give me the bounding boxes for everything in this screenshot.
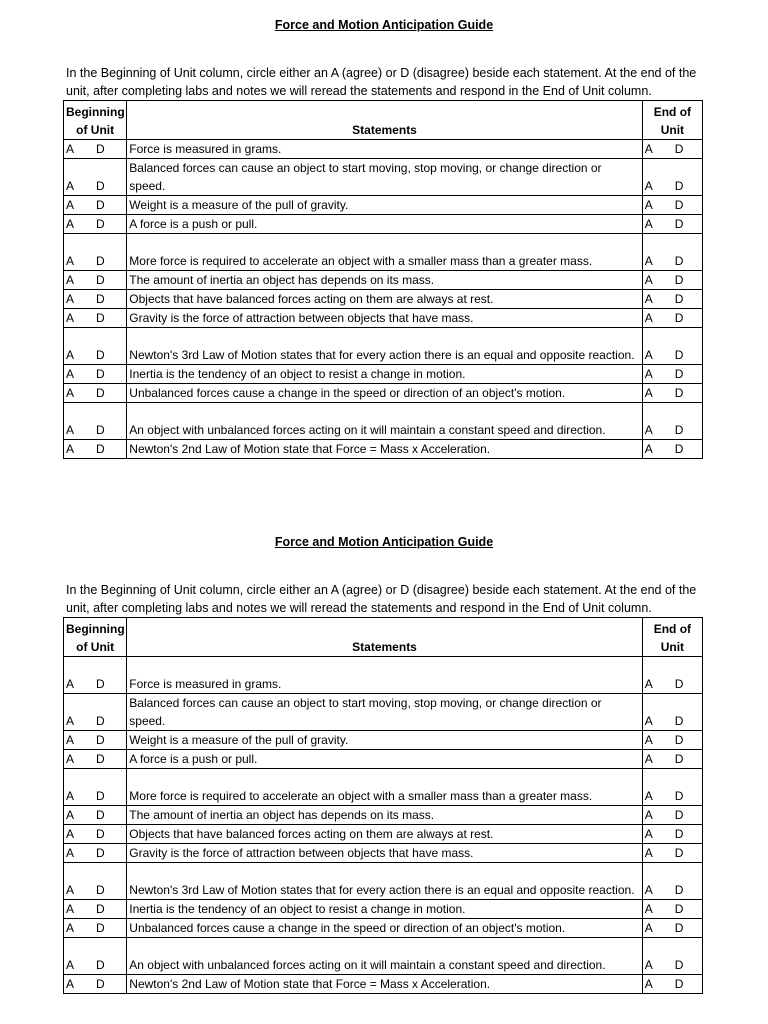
- beginning-choice-cell: [64, 140, 127, 159]
- statement-cell: More force is required to accelerate an object with a smaller mass than a greater mass.: [127, 769, 642, 806]
- disagree-option[interactable]: D: [96, 142, 105, 156]
- end-choice-cell: [642, 863, 702, 900]
- end-choice-cell: [642, 750, 702, 769]
- statement-cell: A force is a push or pull.: [127, 215, 642, 234]
- agree-option[interactable]: A: [644, 752, 653, 766]
- beginning-choice-cell: [64, 196, 127, 215]
- guide-instructions: In the Beginning of Unit column, circle either an A (agree) or D (disagree) beside each statement. At the end of the unit, after completing labs and notes we will reread the statements and respond in the End of Unit column.: [66, 583, 697, 615]
- agree-option[interactable]: A: [66, 348, 75, 362]
- agree-option[interactable]: A: [66, 198, 75, 212]
- end-choice-cell: [642, 365, 702, 384]
- table-row: [64, 806, 703, 825]
- end-choice-cell: [642, 309, 702, 328]
- end-choice-cell: [642, 384, 702, 403]
- agree-option[interactable]: A: [66, 677, 75, 691]
- agree-option[interactable]: A: [66, 311, 75, 325]
- disagree-option[interactable]: D: [674, 752, 684, 766]
- guide-instructions: In the Beginning of Unit column, circle either an A (agree) or D (disagree) beside each statement. At the end of the unit, after completing labs and notes we will reread the statements and respond in the End of Unit column.: [66, 66, 697, 98]
- table-row: [64, 215, 703, 234]
- agree-option[interactable]: A: [66, 846, 75, 860]
- agree-option[interactable]: A: [644, 677, 653, 691]
- disagree-option[interactable]: D: [674, 348, 684, 362]
- statement-cell: Newton's 3rd Law of Motion states that for every action there is an equal and opposite reaction.: [127, 328, 642, 365]
- statement-cell: The amount of inertia an object has depends on its mass.: [127, 271, 642, 290]
- disagree-option[interactable]: D: [96, 883, 105, 897]
- end-choice-cell: [642, 975, 702, 994]
- agree-option[interactable]: A: [644, 273, 653, 287]
- disagree-option[interactable]: D: [674, 789, 684, 803]
- agree-option[interactable]: A: [644, 442, 653, 456]
- beginning-choice-cell: [64, 975, 127, 994]
- disagree-option[interactable]: D: [96, 921, 105, 935]
- agree-option[interactable]: A: [644, 808, 653, 822]
- end-choice-cell: [642, 769, 702, 806]
- disagree-option[interactable]: D: [96, 789, 105, 803]
- agree-option[interactable]: A: [644, 198, 653, 212]
- agree-option[interactable]: A: [644, 179, 653, 193]
- disagree-option[interactable]: D: [96, 958, 105, 972]
- table-row: [64, 769, 703, 806]
- end-choice-cell: [642, 215, 702, 234]
- table-row: [64, 159, 703, 196]
- beginning-choice-cell: [64, 271, 127, 290]
- disagree-option[interactable]: D: [674, 386, 684, 400]
- statement-cell: The amount of inertia an object has depends on its mass.: [127, 806, 642, 825]
- beginning-choice-cell: [64, 919, 127, 938]
- end-choice-cell: [642, 440, 702, 459]
- disagree-option[interactable]: D: [674, 677, 684, 691]
- end-choice-cell: [642, 271, 702, 290]
- end-choice-cell: [642, 806, 702, 825]
- table-row: [64, 975, 703, 994]
- header-statements: Statements: [127, 618, 642, 657]
- agree-option[interactable]: A: [66, 179, 75, 193]
- beginning-choice-cell: [64, 825, 127, 844]
- table-row: [64, 309, 703, 328]
- disagree-option[interactable]: D: [96, 902, 105, 916]
- beginning-choice-cell: [64, 234, 127, 271]
- beginning-choice-cell: [64, 806, 127, 825]
- agree-option[interactable]: A: [644, 827, 653, 841]
- table-row: [64, 271, 703, 290]
- beginning-choice-cell: [64, 384, 127, 403]
- statement-cell: Weight is a measure of the pull of gravity.: [127, 196, 642, 215]
- beginning-choice-cell: [64, 769, 127, 806]
- table-row: [64, 825, 703, 844]
- agree-option[interactable]: A: [66, 254, 75, 268]
- statement-cell: Inertia is the tendency of an object to resist a change in motion.: [127, 365, 642, 384]
- disagree-option[interactable]: D: [674, 921, 684, 935]
- table-row: [64, 863, 703, 900]
- agree-option[interactable]: A: [644, 846, 653, 860]
- statement-cell: Unbalanced forces cause a change in the speed or direction of an object's motion.: [127, 384, 642, 403]
- end-choice-cell: [642, 900, 702, 919]
- beginning-choice-cell: [64, 694, 127, 731]
- table-row: [64, 234, 703, 271]
- statement-cell: Gravity is the force of attraction between objects that have mass.: [127, 309, 642, 328]
- disagree-option[interactable]: D: [96, 217, 105, 231]
- anticipation-table: [63, 100, 703, 459]
- table-row: [64, 140, 703, 159]
- agree-option[interactable]: A: [644, 883, 653, 897]
- statement-cell: Force is measured in grams.: [127, 140, 642, 159]
- agree-option[interactable]: A: [644, 789, 653, 803]
- agree-option[interactable]: A: [66, 714, 75, 728]
- agree-option[interactable]: A: [66, 808, 75, 822]
- end-choice-cell: [642, 694, 702, 731]
- disagree-option[interactable]: D: [674, 311, 684, 325]
- table-row: [64, 365, 703, 384]
- agree-option[interactable]: A: [66, 921, 75, 935]
- table-row: [64, 290, 703, 309]
- beginning-choice-cell: [64, 403, 127, 440]
- statement-cell: Force is measured in grams.: [127, 657, 642, 694]
- statement-cell: Inertia is the tendency of an object to resist a change in motion.: [127, 900, 642, 919]
- agree-option[interactable]: A: [66, 386, 75, 400]
- end-choice-cell: [642, 159, 702, 196]
- header-beginning-of-unit: Beginning of Unit: [64, 101, 127, 140]
- statement-cell: Balanced forces can cause an object to start moving, stop moving, or change direction or speed.: [127, 694, 642, 731]
- disagree-option[interactable]: D: [96, 677, 105, 691]
- agree-option[interactable]: A: [644, 311, 653, 325]
- agree-option[interactable]: A: [644, 292, 653, 306]
- guide-title: Force and Motion Anticipation Guide: [274, 535, 494, 549]
- statement-cell: An object with unbalanced forces acting on it will maintain a constant speed and direction.: [127, 938, 642, 975]
- disagree-option[interactable]: D: [674, 714, 684, 728]
- table-row: [64, 328, 703, 365]
- end-choice-cell: [642, 140, 702, 159]
- disagree-option[interactable]: D: [96, 198, 105, 212]
- disagree-option[interactable]: D: [674, 442, 684, 456]
- header-end-of-unit: End of Unit: [642, 101, 702, 140]
- statement-cell: A force is a push or pull.: [127, 750, 642, 769]
- table-row: [64, 919, 703, 938]
- disagree-option[interactable]: D: [96, 348, 105, 362]
- table-row: [64, 657, 703, 694]
- disagree-option[interactable]: D: [96, 846, 105, 860]
- agree-option[interactable]: A: [644, 977, 653, 991]
- disagree-option[interactable]: D: [96, 733, 105, 747]
- agree-option[interactable]: A: [644, 714, 653, 728]
- disagree-option[interactable]: D: [96, 254, 105, 268]
- table-row: [64, 844, 703, 863]
- agree-option[interactable]: A: [644, 254, 653, 268]
- agree-option[interactable]: A: [644, 367, 653, 381]
- agree-option[interactable]: A: [644, 348, 653, 362]
- agree-option[interactable]: A: [66, 423, 75, 437]
- disagree-option[interactable]: D: [96, 977, 105, 991]
- disagree-option[interactable]: D: [674, 808, 684, 822]
- table-row: [64, 440, 703, 459]
- disagree-option[interactable]: D: [674, 733, 684, 747]
- end-choice-cell: [642, 657, 702, 694]
- agree-option[interactable]: A: [66, 883, 75, 897]
- agree-option[interactable]: A: [644, 902, 653, 916]
- disagree-option[interactable]: D: [674, 367, 684, 381]
- disagree-option[interactable]: D: [674, 977, 684, 991]
- table-row: [64, 938, 703, 975]
- disagree-option[interactable]: D: [96, 423, 105, 437]
- disagree-option[interactable]: D: [674, 254, 684, 268]
- agree-option[interactable]: A: [66, 958, 75, 972]
- agree-option[interactable]: A: [66, 752, 75, 766]
- guide-title: Force and Motion Anticipation Guide: [274, 18, 494, 32]
- statement-cell: Weight is a measure of the pull of gravity.: [127, 731, 642, 750]
- beginning-choice-cell: [64, 215, 127, 234]
- statement-cell: More force is required to accelerate an object with a smaller mass than a greater mass.: [127, 234, 642, 271]
- statement-cell: An object with unbalanced forces acting on it will maintain a constant speed and direction.: [127, 403, 642, 440]
- disagree-option[interactable]: D: [674, 902, 684, 916]
- end-choice-cell: [642, 234, 702, 271]
- disagree-option[interactable]: D: [96, 273, 105, 287]
- end-choice-cell: [642, 825, 702, 844]
- beginning-choice-cell: [64, 900, 127, 919]
- agree-option[interactable]: A: [66, 977, 75, 991]
- disagree-option[interactable]: D: [96, 808, 105, 822]
- agree-option[interactable]: A: [644, 733, 653, 747]
- end-choice-cell: [642, 328, 702, 365]
- beginning-choice-cell: [64, 328, 127, 365]
- agree-option[interactable]: A: [66, 217, 75, 231]
- disagree-option[interactable]: D: [674, 846, 684, 860]
- end-choice-cell: [642, 290, 702, 309]
- disagree-option[interactable]: D: [96, 292, 105, 306]
- disagree-option[interactable]: D: [96, 442, 105, 456]
- agree-option[interactable]: A: [66, 292, 75, 306]
- agree-option[interactable]: A: [66, 789, 75, 803]
- statement-cell: Objects that have balanced forces acting on them are always at rest.: [127, 825, 642, 844]
- agree-option[interactable]: A: [66, 442, 75, 456]
- beginning-choice-cell: [64, 290, 127, 309]
- agree-option[interactable]: A: [66, 827, 75, 841]
- beginning-choice-cell: [64, 365, 127, 384]
- statement-cell: Newton's 3rd Law of Motion states that for every action there is an equal and opposite reaction.: [127, 863, 642, 900]
- statement-cell: Newton's 2nd Law of Motion state that Force = Mass x Acceleration.: [127, 975, 642, 994]
- agree-option[interactable]: A: [644, 386, 653, 400]
- end-choice-cell: [642, 938, 702, 975]
- agree-option[interactable]: A: [644, 921, 653, 935]
- beginning-choice-cell: [64, 657, 127, 694]
- agree-option[interactable]: A: [66, 142, 75, 156]
- agree-option[interactable]: A: [644, 142, 653, 156]
- beginning-choice-cell: [64, 731, 127, 750]
- header-beginning-of-unit: Beginning of Unit: [64, 618, 127, 657]
- anticipation-table: [63, 617, 703, 994]
- disagree-option[interactable]: D: [674, 958, 684, 972]
- end-choice-cell: [642, 403, 702, 440]
- disagree-option[interactable]: D: [96, 367, 105, 381]
- beginning-choice-cell: [64, 938, 127, 975]
- agree-option[interactable]: A: [66, 367, 75, 381]
- header-statements: Statements: [127, 101, 642, 140]
- end-choice-cell: [642, 919, 702, 938]
- agree-option[interactable]: A: [66, 902, 75, 916]
- statement-cell: Newton's 2nd Law of Motion state that Force = Mass x Acceleration.: [127, 440, 642, 459]
- beginning-choice-cell: [64, 863, 127, 900]
- end-choice-cell: [642, 731, 702, 750]
- beginning-choice-cell: [64, 159, 127, 196]
- disagree-option[interactable]: D: [96, 311, 105, 325]
- table-row: [64, 750, 703, 769]
- end-choice-cell: [642, 844, 702, 863]
- disagree-option[interactable]: D: [674, 198, 684, 212]
- disagree-option[interactable]: D: [674, 273, 684, 287]
- disagree-option[interactable]: D: [96, 752, 105, 766]
- disagree-option[interactable]: D: [96, 386, 105, 400]
- statement-cell: Unbalanced forces cause a change in the speed or direction of an object's motion.: [127, 919, 642, 938]
- table-row: [64, 731, 703, 750]
- disagree-option[interactable]: D: [674, 292, 684, 306]
- statement-cell: Gravity is the force of attraction between objects that have mass.: [127, 844, 642, 863]
- beginning-choice-cell: [64, 750, 127, 769]
- agree-option[interactable]: A: [644, 423, 653, 437]
- disagree-option[interactable]: D: [96, 714, 105, 728]
- table-row: [64, 403, 703, 440]
- statement-cell: Objects that have balanced forces acting on them are always at rest.: [127, 290, 642, 309]
- disagree-option[interactable]: D: [674, 423, 684, 437]
- disagree-option[interactable]: D: [674, 179, 684, 193]
- agree-option[interactable]: A: [66, 733, 75, 747]
- table-row: [64, 900, 703, 919]
- statement-cell: Balanced forces can cause an object to start moving, stop moving, or change direction or speed.: [127, 159, 642, 196]
- disagree-option[interactable]: D: [674, 142, 684, 156]
- disagree-option[interactable]: D: [674, 217, 684, 231]
- beginning-choice-cell: [64, 440, 127, 459]
- table-row: [64, 384, 703, 403]
- disagree-option[interactable]: D: [674, 827, 684, 841]
- agree-option[interactable]: A: [66, 273, 75, 287]
- disagree-option[interactable]: D: [96, 827, 105, 841]
- agree-option[interactable]: A: [644, 217, 653, 231]
- table-row: [64, 196, 703, 215]
- disagree-option[interactable]: D: [674, 883, 684, 897]
- beginning-choice-cell: [64, 309, 127, 328]
- agree-option[interactable]: A: [644, 958, 653, 972]
- disagree-option[interactable]: D: [96, 179, 105, 193]
- end-choice-cell: [642, 196, 702, 215]
- header-end-of-unit: End of Unit: [642, 618, 702, 657]
- beginning-choice-cell: [64, 844, 127, 863]
- table-row: [64, 694, 703, 731]
